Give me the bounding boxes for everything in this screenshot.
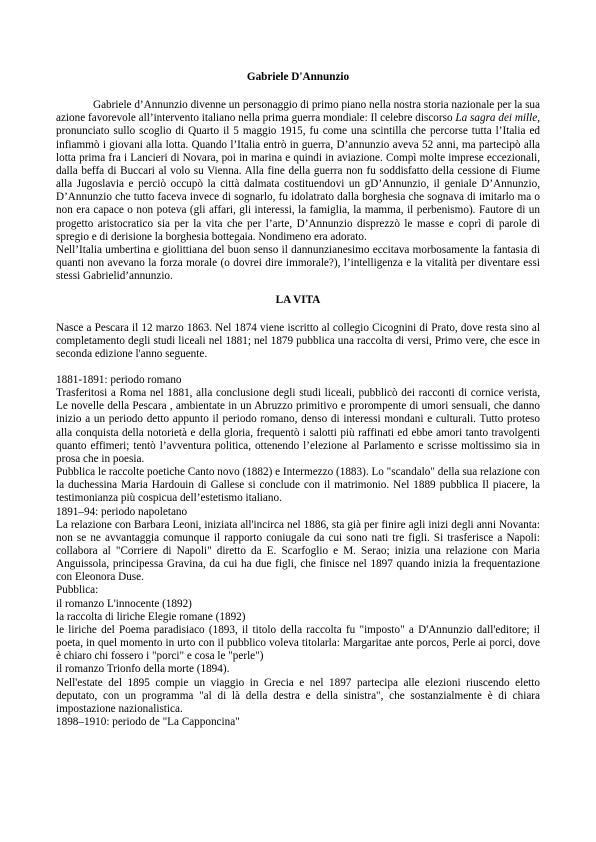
intro-paragraph [56, 99, 540, 244]
publication-item: il romanzo Trionfo della morte (1894). [56, 663, 230, 676]
naples-period-heading: 1891–94: periodo napoletano [56, 505, 188, 518]
roman-publications-paragraph: Pubblica le raccolte poetiche Canto novo (1882) e Intermezzo (1883). Lo "scandalo" della sua relazione con la duchessina Maria Hardouin di Gallese si conclude con il matrimonio. Nel 1889 pubblica Il piacere, la testimonianza più cospicua dell’estetismo italiano. [56, 466, 540, 505]
speech-title: La sagra dei mille [455, 112, 538, 125]
document-title: Gabriele D'Annunzio [246, 71, 350, 83]
paragraph-gap [56, 361, 540, 374]
document-body [56, 71, 540, 729]
greece-elections-paragraph: Nell'estate del 1895 compie un viaggio in Grecia e nel 1897 partecipa alle elezioni riuscendo eletto deputato, con un programma "al di là della destra e della sinistra", che sostanzialmente è di chiara impostazione nazionalistica. [56, 676, 540, 715]
capponcina-period-heading: 1898–1910: periodo de "La Capponcina" [56, 716, 240, 729]
birth-paragraph: Nasce a Pescara il 12 marzo 1863. Nel 1874 viene iscritto al collegio Cicognini di Prato, dove resta sino al completamento degli studi liceali nel 1881; nel 1879 pubblica una raccolta di versi, Primo vere, che esce in seconda edizione l'anno seguente. [56, 321, 540, 360]
publication-item: la raccolta di liriche Elegie romane (1892) [56, 610, 246, 623]
publication-item: le liriche del Poema paradisiaco (1893, il titolo della raccolta fu "imposto" a D'Annunzio dall'editore; il poeta, in quel momento in urto con il pubblico voleva titolarla: Margaritae ante porcos, Perle ai porci, dove è chiaro chi fossero i "porci" e cosa le "perle") [56, 623, 540, 663]
intro-text: Gabriele d’Annunzio divenne un personaggio di primo piano nella nostra storia nazionale per la sua azione favorevole all’intervento italiano nella prima guerra mondiale: Il celebre discorso [56, 99, 540, 125]
naples-period-paragraph: La relazione con Barbara Leoni, iniziata all'incirca nel 1886, sta già per finire agli inizi degli anni Novanta: non se ne avvantaggia comunque il rapporto coniugale da cui sono nati tre figli. Si trasferisce a Napoli: collabora al "Corriere di Napoli" diretto da E. Scarfoglio e M. Serao; inizia una relazione con Maria Anguissola, principessa Gravina, da cui ha due figli, che finisce nel 1897 quando inizia la frequentazione con Eleonora Duse. [56, 518, 540, 584]
publication-item: il romanzo L'innocente (1892) [56, 597, 192, 610]
section-title-la-vita: LA VITA [275, 294, 321, 307]
publications-label: Pubblica: [56, 584, 99, 597]
roman-period-paragraph: Trasferitosi a Roma nel 1881, alla conclusione degli studi liceali, pubblicò dei racconti di cornice verista, Le novelle della Pescara , ambientate in un Abruzzo primitivo e prorompente di umori sensuali, che danno inizio a un periodo detto appunto il periodo romano, denso di interessi mondani e culturali. Tutto proteso alla conquista della notorietà e della gloria, frequentò i salotti più raffinati ed ebbe amori tanto travolgenti quanto effimeri; tentò l’avventura politica, ottenendo l’elezione al Parlamento e scrisse moltissimo sia in prosa che in poesia. [56, 387, 540, 465]
intro-closing-paragraph: Nell’Italia umbertina e giolittiana del buon senso il dannunzianesimo eccitava morbosamente la fantasia di quanti non avevano la forza morale (o dovrei dire immorale?), l’intelligenza e la vitalità per diventare essi stessi Gabrielid’annunzio. [56, 243, 540, 283]
roman-period-heading: 1881-1891: periodo romano [56, 373, 182, 386]
intro-text-continued: , pronunciato sullo scoglio di Quarto il 5 maggio 1915, fu come una scintilla che percorse tutta l’Italia ed infiammò i giovani alla lotta. Quando l’Italia entrò in guerra, D’annunzio aveva 52 anni, ma partecipò alla lotta prima fra i Lancieri di Novara, poi in marina e quindi in aviazione. Compì molte imprese eccezionali, dalla beffa di Buccari al volo su Vienna. Alla fine della guerra non fu soddisfatto della cessione di Fiume alla Jugoslavia e perciò occupò la città dalmata costituendovi un gD’Annunzio, il geniale D’Annunzio, D’Annunzio che tutto faceva invece di sognarlo, fu idolatrato dalla borghesia che sognava di imitarlo ma o non era capace o non poteva (gli affari, gli interessi, la famiglia, la mamma, il perbenismo). Fautore di un progetto aristocratico sia per la vita che per l’arte, D’Annunzio disprezzò le masse e coprì di parole di spregio e di derisione la borghesia bottegaia. Nondimeno era adorato. [56, 112, 540, 243]
